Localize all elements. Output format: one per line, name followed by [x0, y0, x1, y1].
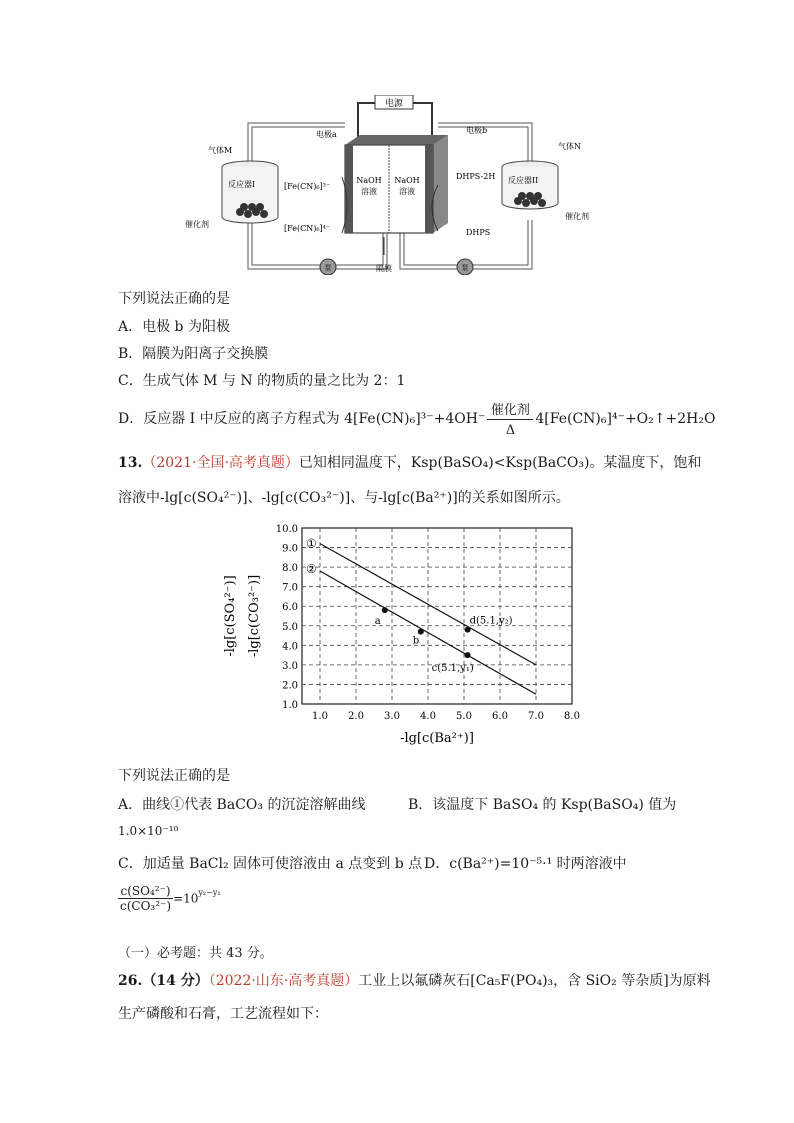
point-label-a: a [374, 616, 381, 628]
x-tick-label: 8.0 [564, 711, 580, 722]
reactor-1-label: 反应器I [228, 180, 256, 189]
series-label-2: ② [306, 562, 317, 577]
y-tick-label: 8.0 [282, 563, 298, 575]
dhps-2h-label: DHPS-2H [456, 172, 496, 181]
reaction-condition [485, 402, 535, 438]
point-label-c: c(5.1,y₁) [431, 663, 474, 675]
q13-source: （2021·全国·高考真题） [142, 455, 299, 471]
q12-option-d [118, 402, 716, 438]
q13-number: 13. [118, 455, 143, 471]
y-tick-label: 4.0 [282, 641, 298, 653]
point-label-b: b [412, 635, 420, 647]
point-label-d: d(5.1,y₂) [469, 615, 513, 627]
naoh-right-line1: NaOH [394, 176, 420, 185]
reactor-2-label: 反应器II [508, 176, 539, 185]
q13-option-c: C．加适量 BaCl₂ 固体可使溶液由 a 点变到 b 点 [118, 856, 423, 872]
x-axis-title: -lg[c(Ba²⁺)] [400, 731, 474, 746]
series-label-1: ① [306, 536, 317, 551]
fraction-numerator: c(SO₄²⁻) [118, 884, 173, 899]
x-tick-label: 3.0 [384, 711, 400, 722]
y-tick-label: 1.0 [282, 700, 298, 711]
power-label: 电源 [384, 99, 404, 109]
naoh-right-line2: 溶液 [399, 187, 415, 196]
q13-option-d: D．c(Ba²⁺)=10⁻⁵·¹ 时两溶液中 [424, 856, 627, 872]
pump-1-label: 泵 [324, 264, 332, 272]
condition-arrow [487, 419, 533, 420]
q13-stem-line1 [118, 452, 701, 472]
q12-stem: 下列说法正确的是 [118, 291, 230, 307]
data-point-c [465, 652, 471, 658]
electrode-a-label: 电极a [316, 130, 337, 139]
q13-ask: 下列说法正确的是 [118, 768, 230, 784]
y-tick-label: 3.0 [282, 660, 298, 672]
fraction-result: =10 [173, 891, 199, 906]
plot-frame [302, 528, 572, 704]
fraction-exponent: y₂−y₁ [198, 888, 221, 897]
dhps-label: DHPS [466, 228, 491, 237]
data-point-a [382, 607, 388, 613]
condition-heat: Δ [505, 422, 516, 438]
electrolysis-apparatus-diagram [180, 95, 600, 275]
series-line-1 [320, 544, 536, 665]
x-tick-label: 1.0 [312, 711, 328, 722]
y-tick-label: 10.0 [275, 524, 298, 535]
catalyst-2-label: 催化剂 [565, 212, 589, 221]
q12-option-b: B．隔膜为阳离子交换膜 [118, 346, 269, 362]
catalyst-1-label: 催化剂 [185, 220, 209, 229]
q13-stem-1: 已知相同温度下，Ksp(BaSO₄)<Ksp(BaCO₃)。某温度下，饱和 [298, 455, 702, 471]
q13-option-a: A．曲线①代表 BaCO₃ 的沉淀溶解曲线 [118, 797, 366, 813]
gas-n-label: 气体N [558, 142, 581, 151]
data-point-d [465, 627, 471, 633]
y-tick-label: 7.0 [282, 582, 298, 594]
q26-text-1: 工业上以氟磷灰石[Ca₅F(PO₄)₃，含 SiO₂ 等杂质]为原料 [358, 973, 711, 989]
q13-d-fraction [118, 884, 221, 913]
y-tick-label: 6.0 [282, 602, 298, 614]
pump-2-label: 泵 [461, 264, 469, 272]
naoh-left-line2: 溶液 [361, 187, 377, 196]
q13-option-b: B．该温度下 BaSO₄ 的 Ksp(BaSO₄) 值为 [408, 797, 677, 813]
condition-catalyst: 催化剂 [490, 402, 530, 418]
section-heading: （一）必考题：共 43 分。 [118, 946, 273, 961]
fe-cn-4-label: [Fe(CN)₆]⁴⁻ [284, 224, 331, 233]
naoh-left-line1: NaOH [356, 176, 382, 185]
x-tick-label: 4.0 [420, 711, 436, 722]
y-tick-label: 2.0 [282, 680, 298, 692]
x-tick-label: 5.0 [456, 711, 472, 722]
q13-stem-line2: 溶液中-lg[c(SO₄²⁻)]、-lg[c(CO₃²⁻)]、与-lg[c(Ba²⁺)]的关系如图所示。 [118, 490, 570, 506]
fe-cn-3-label: [Fe(CN)₆]³⁻ [284, 182, 331, 191]
y-tick-label: 5.0 [282, 621, 298, 633]
q12-option-d-suffix: 4[Fe(CN)₆]⁴⁻+O₂↑+2H₂O [535, 411, 716, 427]
electrode-b-label: 电极b [466, 126, 488, 135]
membrane-label: 隔膜 [376, 264, 392, 273]
q12-option-d-prefix: D．反应器 I 中反应的离子方程式为 4[Fe(CN)₆]³⁻+4OH⁻ [118, 411, 486, 427]
x-tick-label: 2.0 [348, 711, 364, 722]
y-tick-label: 9.0 [282, 543, 298, 555]
solubility-chart [200, 518, 600, 758]
q13-option-b-value: 1.0×10⁻¹⁰ [118, 824, 179, 838]
x-tick-label: 6.0 [492, 711, 508, 722]
q26-number: 26. [118, 973, 143, 989]
y-axis-title-sulfate: -lg[c(SO₄²⁻)] [223, 575, 238, 657]
q26-line2: 生产磷酸和石膏，工艺流程如下： [118, 1006, 328, 1022]
q12-option-a: A．电极 b 为阳极 [118, 319, 230, 335]
q12-option-c: C．生成气体 M 与 N 的物质的量之比为 2：1 [118, 373, 406, 389]
gas-m-label: 气体M [208, 146, 233, 155]
y-axis-title-carbonate: -lg[c(CO₃²⁻)] [247, 574, 262, 658]
q26-line1 [118, 970, 711, 990]
x-tick-label: 7.0 [528, 711, 544, 722]
q26-score: （14 分） [142, 973, 209, 989]
data-point-b [418, 629, 424, 635]
fraction-denominator: c(CO₃²⁻) [120, 899, 172, 913]
q26-source: （2022·山东·高考真题） [208, 973, 359, 989]
